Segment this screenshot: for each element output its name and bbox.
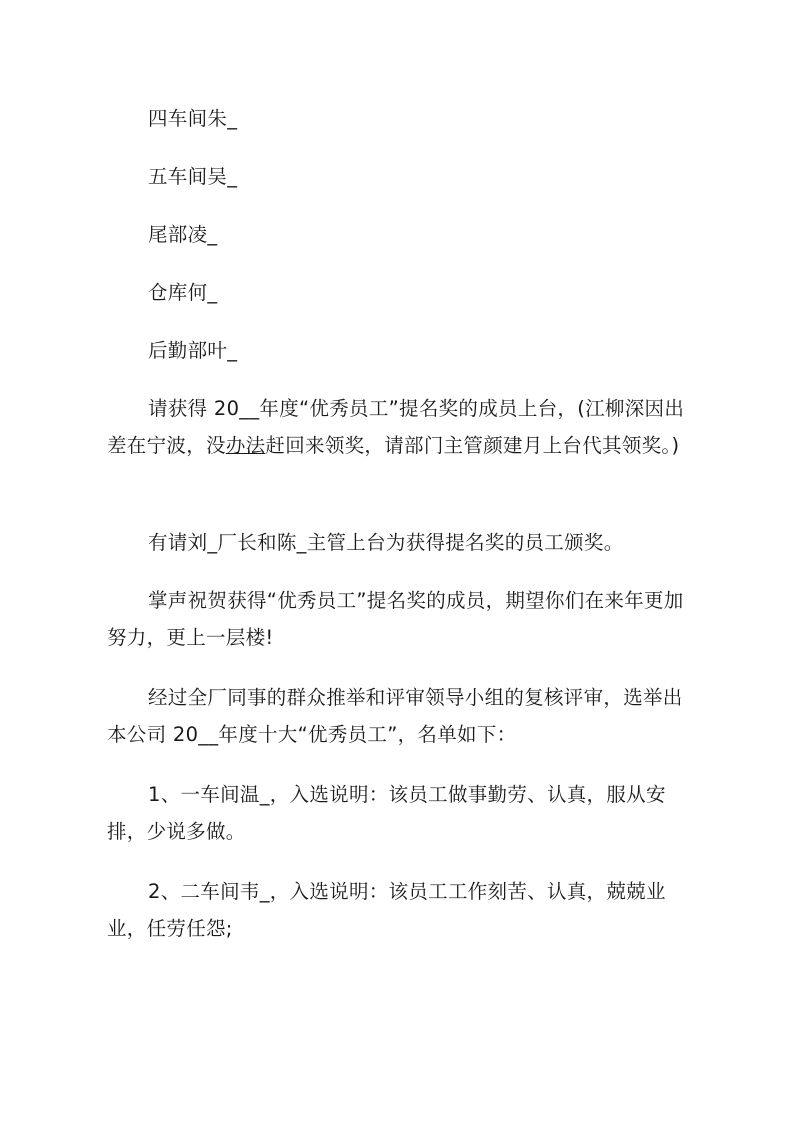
list-item-2: 2、二车间韦_，入选说明：该员工工作刻苦、认真，兢兢业业，任劳任怨; [107, 880, 666, 940]
paragraph-nominee-invite [107, 390, 697, 464]
underlined-text: 办法 [225, 434, 266, 457]
paragraph-tail-dept: 尾部凌_ [148, 223, 218, 246]
text-segment: 赶回来领奖，请部门主管颜建月上台代其领奖。) [265, 434, 680, 457]
paragraph-workshop-5: 五车间吴_ [148, 165, 238, 188]
paragraph-applause: 掌声祝贺获得“优秀员工”提名奖的成员，期望你们在来年更加努力，更上一层楼! [107, 589, 684, 649]
paragraph-workshop-4: 四车间朱_ [148, 107, 238, 130]
paragraph-warehouse: 仓库何_ [148, 281, 218, 304]
text-segment: 请获得 20__年度“优秀员工”提名奖的成员上台，(江柳深因出差在宁波，没 [107, 397, 685, 457]
list-item-1: 1、一车间温_，入选说明：该员工做事勤劳、认真，服从安排，少说多做。 [107, 783, 666, 843]
paragraph-selection-intro: 经过全厂同事的群众推举和评审领导小组的复核评审，选举出本公司 20__年度十大“优秀员工”，名单如下： [107, 686, 683, 746]
paragraph-award-presenters: 有请刘_厂长和陈_主管上台为获得提名奖的员工颁奖。 [148, 531, 624, 554]
paragraph-logistics: 后勤部叶_ [148, 339, 238, 362]
